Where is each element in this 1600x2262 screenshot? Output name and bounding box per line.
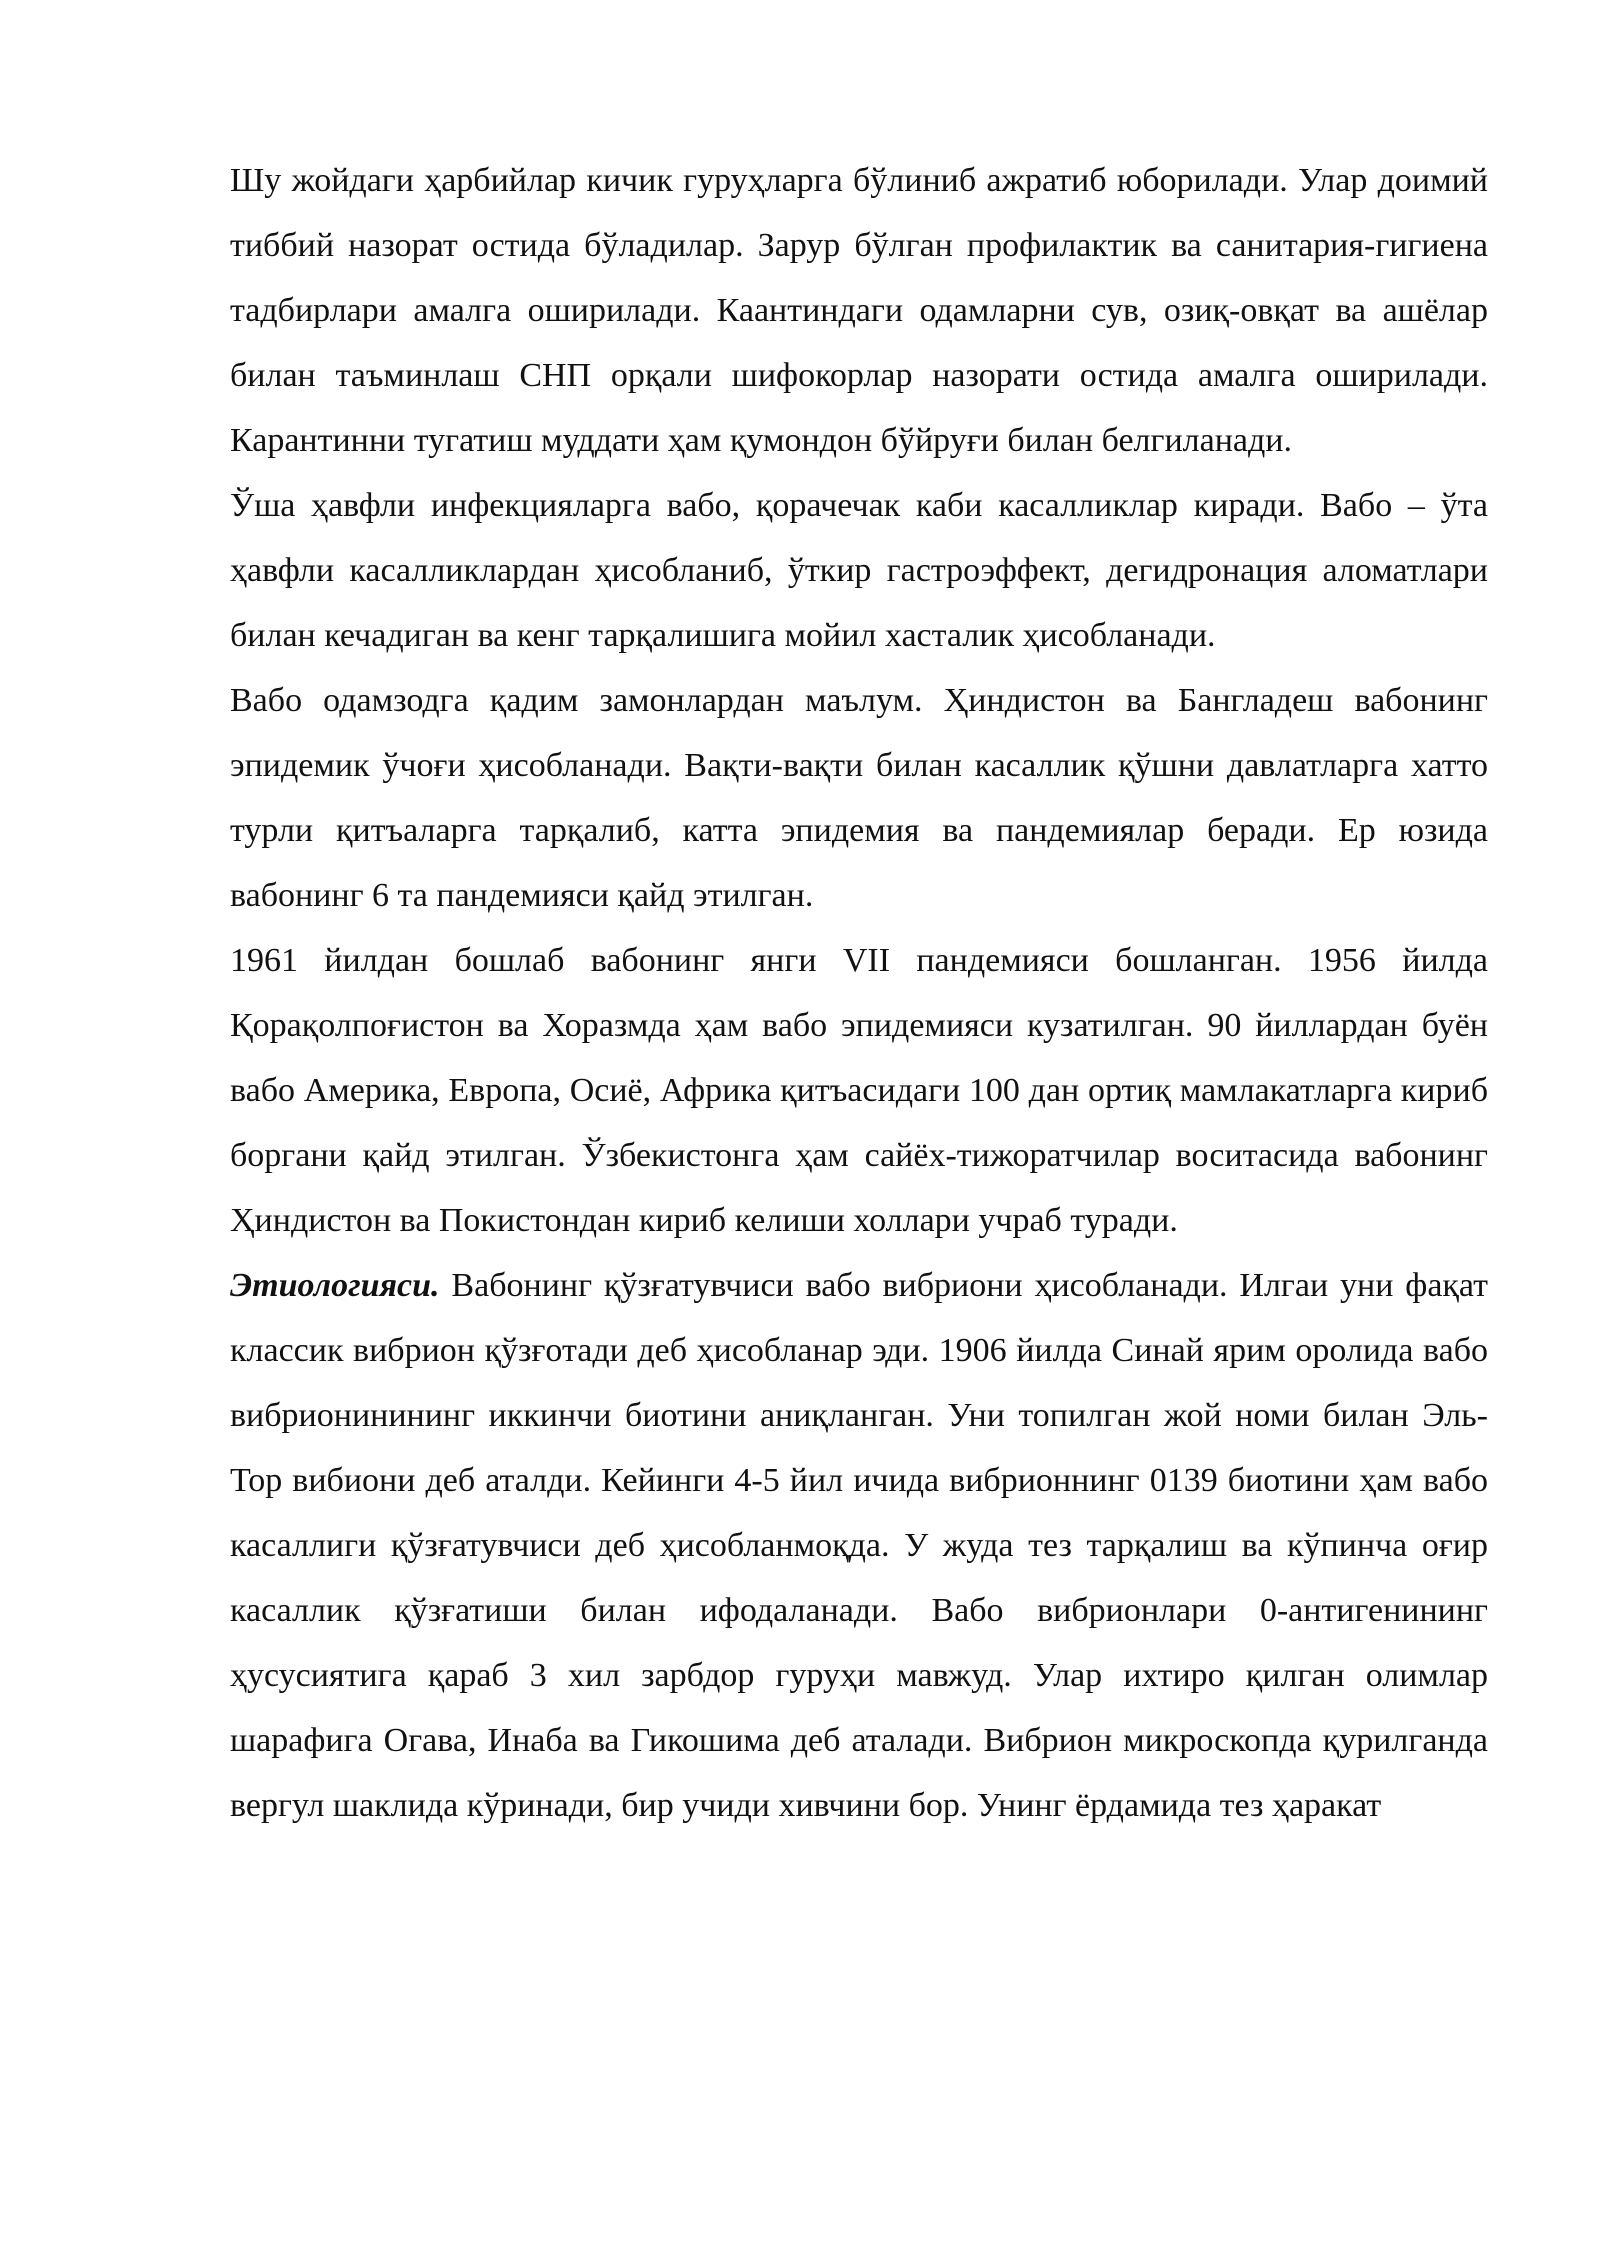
paragraph-4-text: 1961 йилдан бошлаб вабонинг янги VII пандемияси бошланган. 1956 йилда Қорақолпоғистон ва Хоразмда ҳам вабо эпидемияси кузатилган. 90 йиллардан буён вабо Америка, Европа, Осиё, Африка қитъасидаги 100 дан ортиқ мамлакатларга кириб боргани қайд этилган. Ўзбекистонга ҳам сайёх-тижоратчилар воситасида вабонинг Ҳиндистон ва Покистондан кириб келиши холлари учраб туради. [230, 942, 1488, 1239]
document-body [230, 148, 1488, 1838]
paragraph-4 [230, 928, 1488, 1253]
paragraph-3-text: Вабо одамзодга қадим замонлардан маълум. Ҳиндистон ва Бангладеш вабонинг эпидемик ўчоғи ҳисобланади. Вақти-вақти билан касаллик қўшни давлатларга хатто турли қитъаларга тарқалиб, катта эпидемия ва пандемиялар беради. Ер юзида вабонинг 6 та пандемияси қайд этилган. [230, 682, 1488, 914]
paragraph-2-text: Ўша ҳавфли инфекцияларга вабо, қорачечак каби касалликлар киради. Вабо – ўта ҳавфли касалликлардан ҳисобланиб, ўткир гастроэффект, дегидронация аломатлари билан кечадиган ва кенг тарқалишига мойил хасталик ҳисобланади. [230, 487, 1488, 654]
paragraph-1-text: Шу жойдаги ҳарбийлар кичик гуруҳларга бўлиниб ажратиб юборилади. Улар доимий тиббий назорат остида бўладилар. Зарур бўлган профилактик ва санитария-гигиена тадбирлари амалга оширилади. Каантиндаги одамларни сув, озиқ-овқат ва ашёлар билан таъминлаш СНП орқали шифокорлар назорати остида амалга оширилади. Карантинни тугатиш муддати ҳам қумондон бўйруғи билан белгиланади. [230, 162, 1488, 459]
paragraph-5-text: Вабонинг қўзғатувчиси вабо вибриони ҳисобланади. Илгаи уни фақат классик вибрион қўзғотади деб ҳисобланар эди. 1906 йилда Синай ярим оролида вабо вибрионинининг иккинчи биотини аниқланган. Уни топилган жой номи билан Эль-Тор вибиони деб аталди. Кейинги 4-5 йил ичида вибрионнинг 0139 биотини ҳам вабо касаллиги қўзғатувчиси деб ҳисобланмоқда. У жуда тез тарқалиш ва кўпинча оғир касаллик қўзғатиши билан ифодаланади. Вабо вибрионлари 0-антигенининг ҳусусиятига қараб 3 хил зарбдор гуруҳи мавжуд. Улар ихтиро қилган олимлар шарафига Огава, Инаба ва Гикошима деб аталади. Вибрион микроскопда қурилганда вергул шаклида кўринади, бир учиди хивчини бор. Унинг ёрдамида тез ҳаракат [230, 1267, 1488, 1824]
etiology-heading: Этиологияси. [230, 1267, 440, 1304]
paragraph-3 [230, 668, 1488, 928]
paragraph-1 [230, 148, 1488, 473]
paragraph-2 [230, 473, 1488, 668]
paragraph-5 [230, 1253, 1488, 1838]
